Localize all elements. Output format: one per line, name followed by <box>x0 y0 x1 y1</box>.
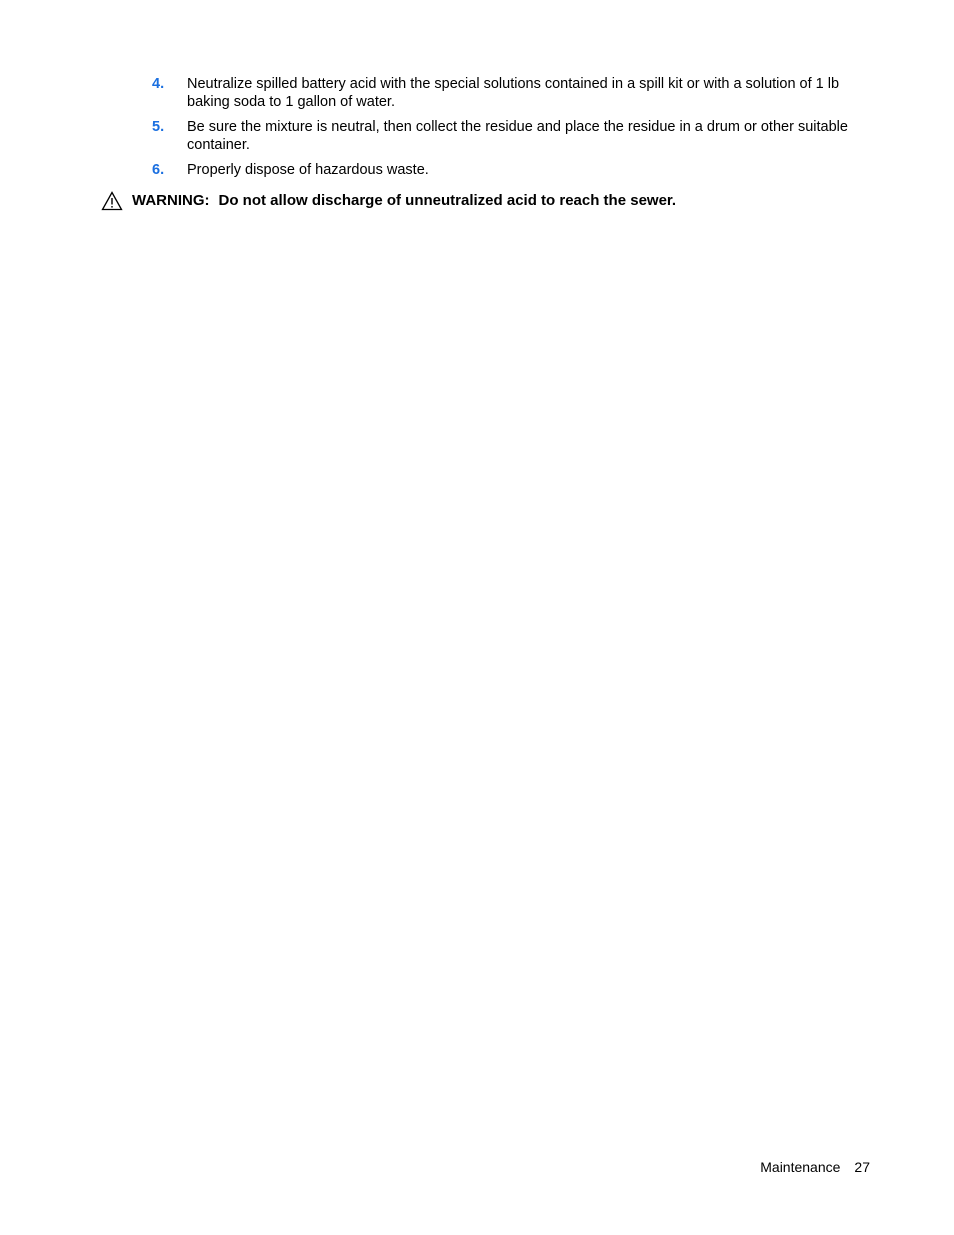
page-footer <box>760 1157 870 1177</box>
warning-notice <box>101 190 861 212</box>
footer-section-title: Maintenance <box>760 1159 841 1175</box>
step-text: Properly dispose of hazardous waste. <box>187 162 429 178</box>
step-item <box>152 75 862 111</box>
procedure-steps <box>152 75 862 179</box>
step-item <box>152 118 862 154</box>
step-number: 6. <box>152 162 165 178</box>
warning-label: WARNING: <box>132 192 210 209</box>
step-text: Neutralize spilled battery acid with the special solutions contained in a spill kit or with a solution of 1 lb baking soda to 1 gallon of water. <box>187 76 840 110</box>
step-number: 5. <box>152 119 165 135</box>
step-number: 4. <box>152 76 165 92</box>
warning-triangle-icon <box>101 191 123 211</box>
warning-text: Do not allow discharge of unneutralized acid to reach the sewer. <box>218 192 677 209</box>
step-text: Be sure the mixture is neutral, then collect the residue and place the residue in a drum or other suitable container. <box>187 119 848 153</box>
step-item <box>152 161 862 179</box>
page-number: 27 <box>854 1159 870 1175</box>
